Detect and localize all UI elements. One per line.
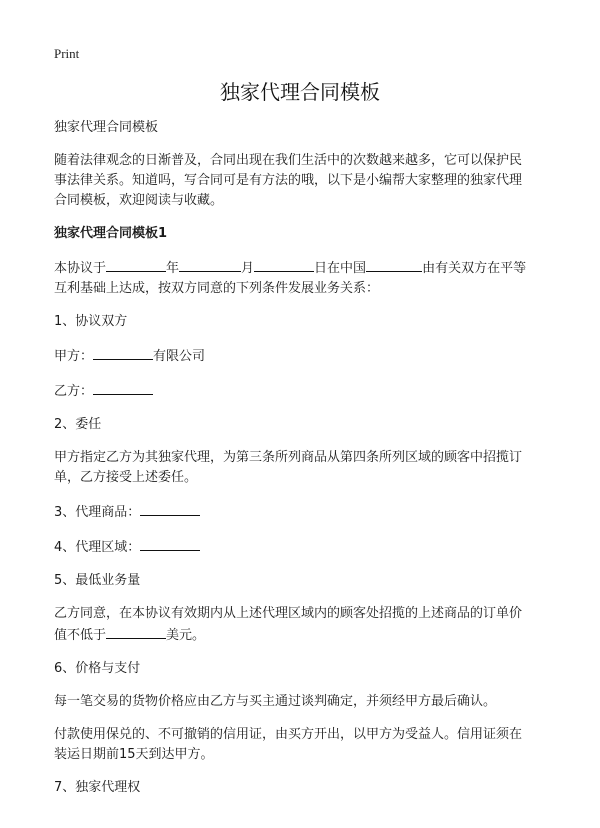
document-title: 独家代理合同模板 [220, 80, 380, 104]
agreement-text: 年 [166, 261, 180, 276]
clause-5-paragraph [54, 604, 548, 646]
year-blank [106, 257, 166, 272]
clause-6-paragraph-1: 每一笔交易的货物价格应由乙方与买主通过谈判确定，并须经甲方最后确认。 [54, 694, 497, 709]
clause-2-paragraph [54, 448, 548, 488]
clause-1-title: 1、协议双方 [54, 314, 128, 329]
clause-4-label: 4、代理区域： [54, 540, 141, 555]
clause-2-line: 单，乙方接受上述委任。 [54, 470, 198, 485]
intro-paragraph [54, 151, 548, 211]
party-b-label: 乙方： [54, 384, 94, 399]
intro-line: 事法律关系。知道吗，写合同可是有方法的哦，以下是小编帮大家整理的独家代理 [54, 173, 523, 188]
party-a-label: 甲方： [54, 349, 94, 364]
agreement-text: 月 [241, 261, 255, 276]
clause-5-text: 美元。 [166, 628, 206, 643]
clause-5-line: 乙方同意，在本协议有效期内从上述代理区域内的顾客处招揽的上述商品的订单价 [54, 606, 523, 621]
document-body [54, 118, 548, 798]
month-blank [179, 257, 241, 272]
agreement-text: 由有关双方在平等 [422, 261, 527, 276]
party-a-line [54, 345, 548, 367]
clause-2-line: 甲方指定乙方为其独家代理，为第三条所列商品从第四条所列区域的顾客中招揽订 [54, 450, 523, 465]
agreement-line [54, 257, 548, 279]
clause-5-title: 5、最低业务量 [54, 573, 141, 588]
place-blank [366, 257, 422, 272]
clause-6-title: 6、价格与支付 [54, 661, 141, 676]
print-link[interactable]: Print [54, 46, 80, 61]
clause-3-label: 3、代理商品： [54, 505, 141, 520]
clause-4-line [54, 536, 548, 558]
amount-blank [106, 624, 166, 639]
goods-blank [140, 501, 200, 516]
intro-line: 随着法律观念的日渐普及，合同出现在我们生活中的次数越来越多，它可以保护民 [54, 153, 523, 168]
section-heading: 独家代理合同模板1 [54, 226, 168, 241]
region-blank [140, 536, 200, 551]
day-blank [254, 257, 314, 272]
clause-6-line: 装运日期前15天到达甲方。 [54, 747, 214, 762]
agreement-paragraph [54, 257, 548, 299]
clause-7-title: 7、独家代理权 [54, 780, 141, 795]
agreement-text: 日在中国 [314, 261, 367, 276]
party-b-line [54, 380, 548, 402]
clause-5-text: 值不低于 [54, 628, 107, 643]
party-a-blank [93, 345, 153, 360]
clause-6-line: 付款使用保兑的、不可撤销的信用证，由买方开出，以甲方为受益人。信用证须在 [54, 727, 523, 742]
agreement-text: 本协议于 [54, 261, 107, 276]
clause-6-paragraph-2 [54, 725, 548, 765]
clause-2-title: 2、委任 [54, 417, 102, 432]
intro-title: 独家代理合同模板 [54, 120, 159, 135]
agreement-line: 互利基础上达成，按双方同意的下列条件发展业务关系： [54, 281, 380, 296]
clause-3-line [54, 501, 548, 523]
intro-line: 合同模板，欢迎阅读与收藏。 [54, 193, 224, 208]
party-a-suffix: 有限公司 [153, 349, 206, 364]
party-b-blank [93, 380, 153, 395]
clause-5-line [54, 624, 548, 646]
